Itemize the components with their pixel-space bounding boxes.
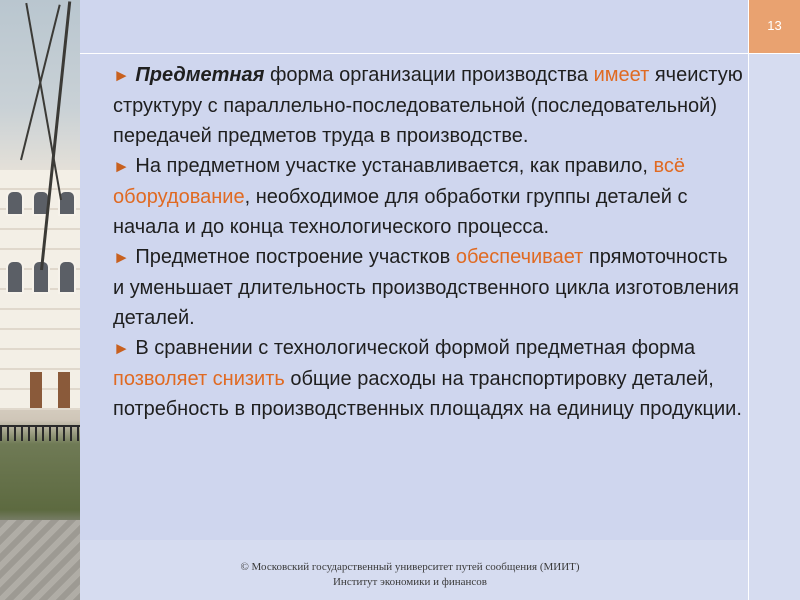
door	[30, 372, 42, 408]
highlight-text: имеет	[593, 64, 650, 86]
highlight-text: обеспечивает	[455, 246, 584, 268]
door	[58, 372, 70, 408]
slide-number: 13	[767, 18, 782, 33]
footer	[200, 560, 620, 590]
text-segment: общие расходы на транспортировку деталей, потребность в производственных площадях на единицу продукции.	[113, 368, 742, 420]
text-segment: ячеистую структуру с параллельно-последовательной (последовательной) передачей предметов труда в производстве.	[113, 64, 743, 147]
paragraph	[113, 242, 743, 333]
footer-copyright: © Московский государственный университет путей сообщения (МИИТ)	[240, 561, 580, 573]
text-segment: На предметном участке устанавливается, как правило,	[135, 155, 654, 177]
bullet-arrow-icon: ►	[113, 66, 130, 85]
sidewalk	[0, 520, 80, 600]
paragraph	[113, 333, 743, 424]
bullet-arrow-icon: ►	[113, 248, 130, 267]
text-segment: прямоточность и уменьшает длительность производственного цикла изготовления деталей.	[113, 246, 739, 329]
vertical-divider	[748, 0, 749, 600]
text-segment: Предметное построение участков	[135, 246, 456, 268]
text-segment: , необходимое для обработки группы деталей с начала и до конца технологического процесса.	[113, 186, 688, 238]
bullet-arrow-icon: ►	[113, 157, 130, 176]
text-segment: В сравнении с технологической формой предметная форма	[135, 337, 696, 359]
bullet-arrow-icon: ►	[113, 339, 130, 358]
fence	[0, 425, 80, 441]
text-segment: форма организации производства	[264, 64, 594, 86]
window	[6, 190, 24, 216]
footer-institute: Институт экономики и финансов	[332, 576, 488, 588]
horizontal-divider	[80, 53, 800, 54]
emphasis-term: Предметная	[135, 64, 265, 86]
window	[58, 260, 76, 294]
building-photo	[0, 0, 80, 600]
highlight-text: позволяет снизить	[113, 368, 285, 390]
paragraph	[113, 151, 743, 242]
window	[6, 260, 24, 294]
paragraph	[113, 60, 743, 151]
slide-body	[113, 60, 743, 424]
highlight-text: всё оборудование	[113, 155, 686, 208]
